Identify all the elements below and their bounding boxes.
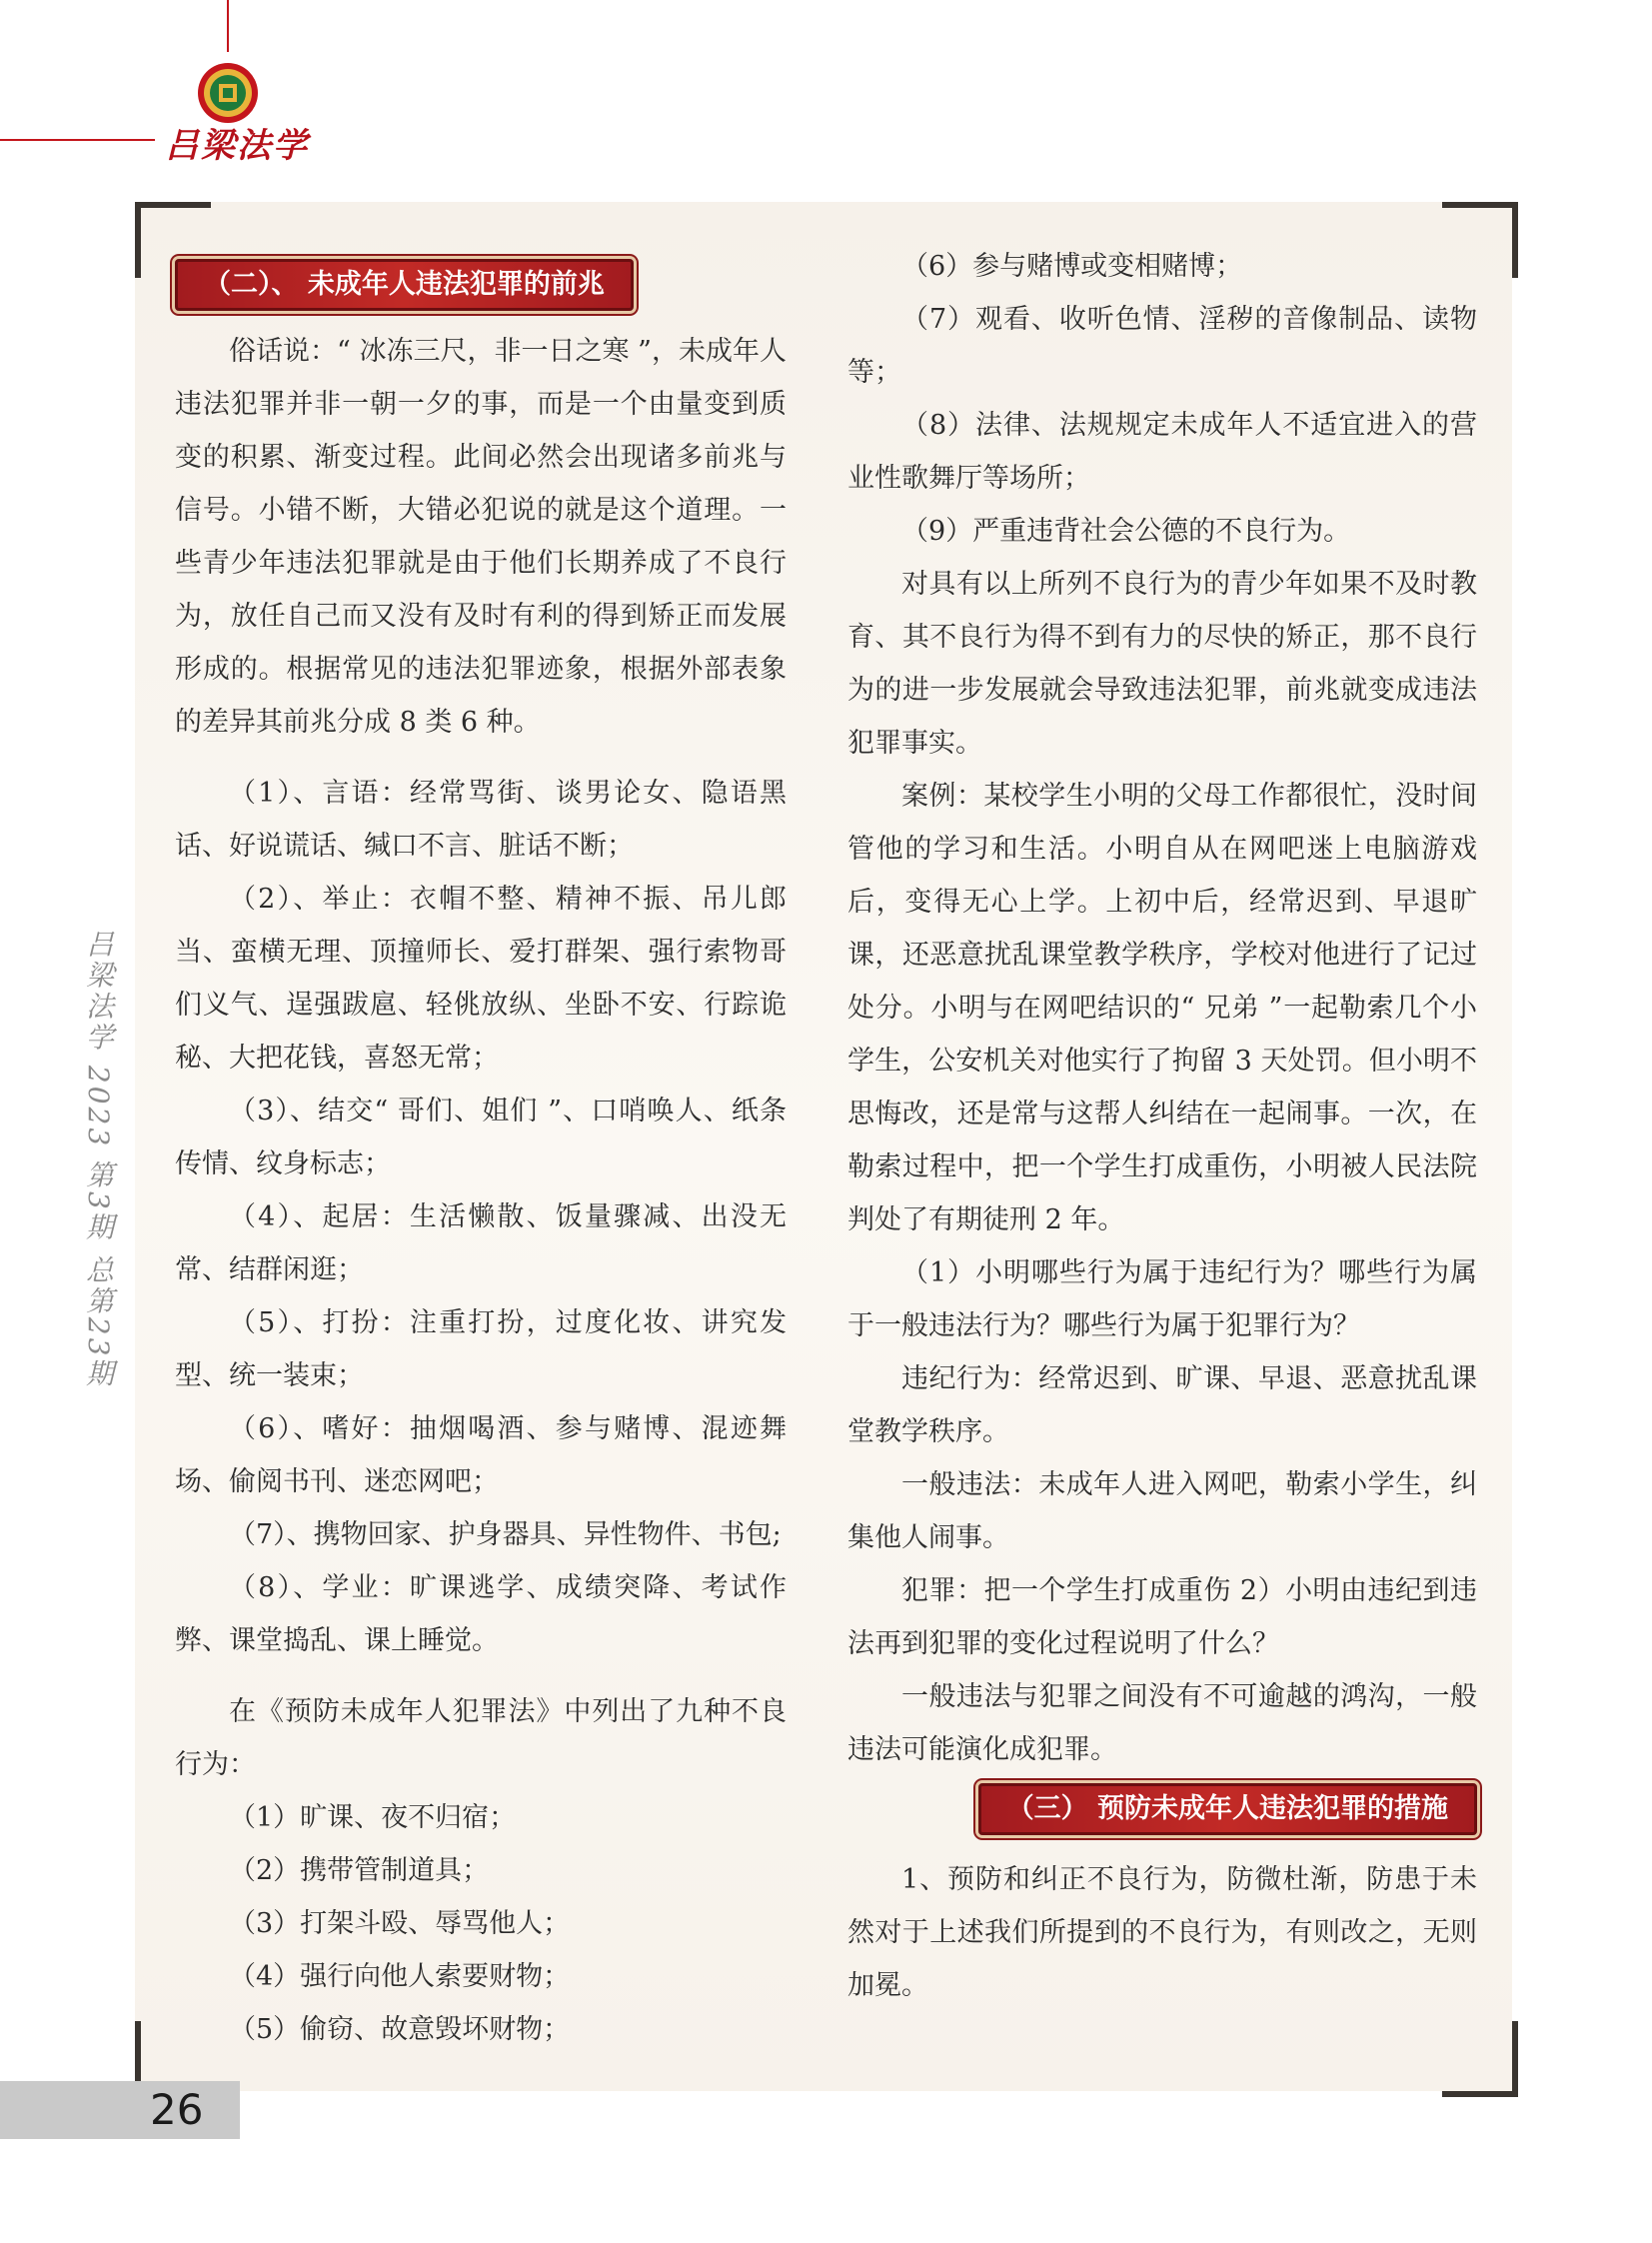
section-heading-2: （二）、 未成年人违法犯罪的前兆 [175, 259, 634, 311]
paragraph: 俗话说：“ 冰冻三尺，非一日之寒 ”，未成年人违法犯罪并非一朝一夕的事，而是一个由量变到质变的积累、渐变过程。此间必然会出现诸多前兆与信号。小错不断，大错必犯说的就是这个道理。一些青少年违法犯罪就是由于他们长期养成了不良行为，放任自己而又没有及时有利的得到矫正而发展形成的。根据常见的违法犯罪迹象，根据外部表象的差异其前兆分成 8 类 6 种。 [175, 336, 787, 738]
list-item: （2）、举止：衣帽不整、精神不振、吊儿郎当、蛮横无理、顶撞师长、爱打群架、强行索物哥们义气、逞强跋扈、轻佻放纵、坐卧不安、行踪诡秘、大把花钱，喜怒无常； [175, 884, 787, 1074]
paragraph: 一般违法：未成年人进入网吧，勒索小学生，纠集他人闹事。 [847, 1469, 1477, 1553]
paragraph: 对具有以上所列不良行为的青少年如果不及时教育、其不良行为得不到有力的尽快的矫正，那不良行为的进一步发展就会导致违法犯罪，前兆就变成违法犯罪事实。 [847, 569, 1477, 759]
header-red-line [0, 139, 155, 141]
paragraph: 一般违法与犯罪之间没有不可逾越的鸿沟，一般违法可能演化成犯罪。 [847, 1681, 1477, 1765]
list-item: （6）参与赌博或变相赌博； [901, 251, 1243, 282]
list-item: （6）、嗜好：抽烟喝酒、参与赌博、混迹舞场、偷阅书刊、迷恋网吧； [175, 1413, 787, 1497]
paragraph: 案例：某校学生小明的父母工作都很忙，没时间管他的学习和生活。小明自从在网吧迷上电脑游戏后，变得无心上学。上初中后，经常迟到、早退旷课，还恶意扰乱课堂教学秩序，学校对他进行了记过处分。小明与在网吧结识的“ 兄弟 ”一起勒索几个小学生，公安机关对他实行了拘留 3 天处罚。但小明不思悔改，还是常与这帮人纠结在一起闹事。一次，在勒索过程中，把一个学生打成重伤，小明被人民法院判处了有期徒刑 2 年。 [847, 781, 1477, 1235]
paragraph: 违纪行为：经常迟到、旷课、早退、恶意扰乱课堂教学秩序。 [847, 1363, 1477, 1447]
list-item: （8）、学业：旷课逃学、成绩突降、考试作弊、课堂捣乱、课上睡觉。 [175, 1572, 787, 1656]
list-item: （4）强行向他人索要财物； [229, 1961, 571, 1992]
left-column [175, 258, 787, 2056]
page-number: 26 [150, 2085, 204, 2134]
list-item: （3）、结交“ 哥们、姐们 ”、口哨唤人、纸条传情、纹身标志； [175, 1096, 787, 1179]
section-heading-3: （三） 预防未成年人违法犯罪的措施 [978, 1783, 1477, 1835]
corner-bottom-right [1442, 2021, 1518, 2097]
list-item: （3）打架斗殴、辱骂他人； [229, 1908, 571, 1939]
paragraph: 犯罪：把一个学生打成重伤 2）小明由违纪到违法再到犯罪的变化过程说明了什么？ [847, 1575, 1477, 1659]
list-item: （1）旷课、夜不归宿； [229, 1802, 517, 1833]
paragraph: （1）小明哪些行为属于违纪行为？哪些行为属于一般违法行为？哪些行为属于犯罪行为？ [847, 1257, 1477, 1341]
right-column [847, 240, 1477, 2012]
list-item: （5）、打扮：注重打扮，过度化妆、讲究发型、统一装束； [175, 1307, 787, 1391]
list-item: （7）、携物回家、护身器具、异性物件、书包; [229, 1519, 782, 1550]
top-red-line [227, 0, 229, 52]
list-item: （1）、言语：经常骂街、谈男论女、隐语黑话、好说谎话、缄口不言、脏话不断； [175, 778, 787, 862]
journal-brand: 吕梁法学 [165, 126, 309, 166]
list-item: （5）偷窃、故意毁坏财物； [229, 2014, 571, 2045]
paragraph: 1、预防和纠正不良行为，防微杜渐，防患于未然对于上述我们所提到的不良行为，有则改之，无则加冕。 [847, 1864, 1477, 2001]
emblem-icon [197, 62, 259, 124]
list-item: （8）法律、法规规定未成年人不适宜进入的营业性歌舞厅等场所； [847, 410, 1477, 494]
list-item: （2）携带管制道具； [229, 1855, 490, 1886]
list-item: （9）严重违背社会公德的不良行为。 [901, 516, 1351, 547]
list-item: （7）观看、收听色情、淫秽的音像制品、读物等； [847, 304, 1477, 388]
sidebar-issue-info: 吕梁法学 2023 第3期 总第23期 [82, 930, 115, 1390]
list-item: （4）、起居：生活懒散、饭量骤减、出没无常、结群闲逛； [175, 1201, 787, 1285]
paragraph: 在《预防未成年人犯罪法》中列出了九种不良行为： [175, 1696, 787, 1780]
page-number-bar [0, 2081, 240, 2139]
